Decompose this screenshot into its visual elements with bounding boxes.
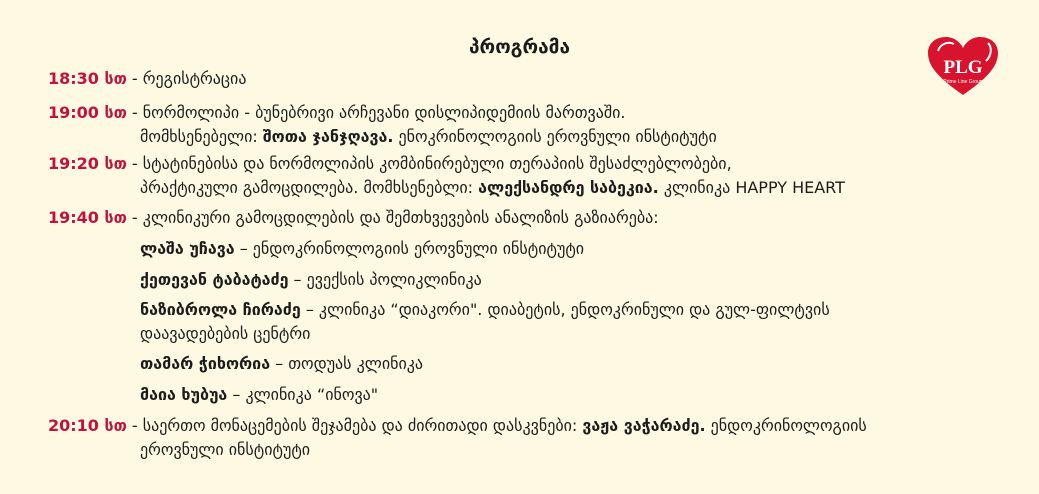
speaker-prefix: მომხსენებელი: <box>140 127 263 146</box>
item-text: - საერთო მონაცემების შეჯამება და ძირითადი დასკვნები: <box>126 416 583 435</box>
speaker-row <box>48 298 1039 346</box>
speaker-row <box>48 237 1039 261</box>
time-label: 19:40 სთ <box>48 208 127 227</box>
schedule-item-1900 <box>48 101 1008 149</box>
schedule-item-1940 <box>48 206 1008 230</box>
speaker-affiliation: ენოკრინოლოგიის ეროვნული ინსტიტუტი <box>393 127 717 146</box>
speaker-affiliation: კლინიკა HAPPY HEART <box>658 178 845 197</box>
time-label: 18:30 სთ <box>48 69 127 88</box>
logo-text: PLG <box>943 57 983 78</box>
item-text: - სტატინებისა და ნორმოლიპის კომბინირებული თერაპიის შესაძლებლობები, <box>126 154 732 173</box>
speaker-name: ქეთევან ტაბატაძე <box>140 270 289 289</box>
speaker-row <box>48 352 1039 376</box>
speaker-name: ალექსანდრე საბეკია. <box>478 178 659 197</box>
speaker-name: ვაჟა ვაჭარაძე. <box>582 416 706 435</box>
speaker-name: შოთა ჯანჯღავა. <box>262 127 394 146</box>
speaker-affiliation: – ევექსის პოლიკლინიკა <box>288 270 482 289</box>
logo-tagline: Prime Line Group <box>943 79 983 85</box>
speaker-name: მაია ხუბუა <box>140 385 228 404</box>
speaker-prefix: პრაქტიკული გამოცდილება. მომხსენებლი: <box>140 178 479 197</box>
schedule-item-1920 <box>48 152 1008 200</box>
speaker-row <box>48 268 1039 292</box>
schedule-item-2010 <box>48 414 1008 462</box>
item-text: - ნორმოლიპი - ბუნებრივი არჩევანი დისლიპიდემიის მართვაში. <box>126 103 626 122</box>
speaker-row <box>48 383 1039 407</box>
time-label: 19:00 სთ <box>48 103 127 122</box>
speaker-name: ლაშა უჩავა <box>140 239 235 258</box>
speaker-affiliation: – ენდოკრინოლოგიის ეროვნული ინსტიტუტი <box>234 239 585 258</box>
speaker-affiliation: – თოდუას კლინიკა <box>270 354 424 373</box>
speaker-affiliation: ენდოკრინოლოგიის <box>705 416 867 435</box>
item-text: - კლინიკური გამოცდილების და შემთხვევების ანალიზის გაზიარება: <box>126 208 659 227</box>
time-label: 19:20 სთ <box>48 154 127 173</box>
speaker-affiliation: – კლინიკა “დიაკორი". დიაბეტის, ენდოკრინული და გულ-ფილტვის <box>300 300 830 319</box>
speaker-name: თამარ ჭიხორია <box>140 354 271 373</box>
time-label: 20:10 სთ <box>48 416 127 435</box>
item-text: - რეგისტრაცია <box>126 69 247 88</box>
speaker-affiliation-cont: დაავადებების ცენტრი <box>140 324 311 343</box>
speaker-affiliation: – კლინიკა “ინოვა" <box>227 385 379 404</box>
schedule-item-1830 <box>48 67 1008 91</box>
speaker-name: ნაზიბროლა ჩირაძე <box>140 300 301 319</box>
speaker-affiliation-cont: ეროვნული ინსტიტუტი <box>140 440 311 459</box>
page-title: პროგრამა <box>469 36 570 58</box>
